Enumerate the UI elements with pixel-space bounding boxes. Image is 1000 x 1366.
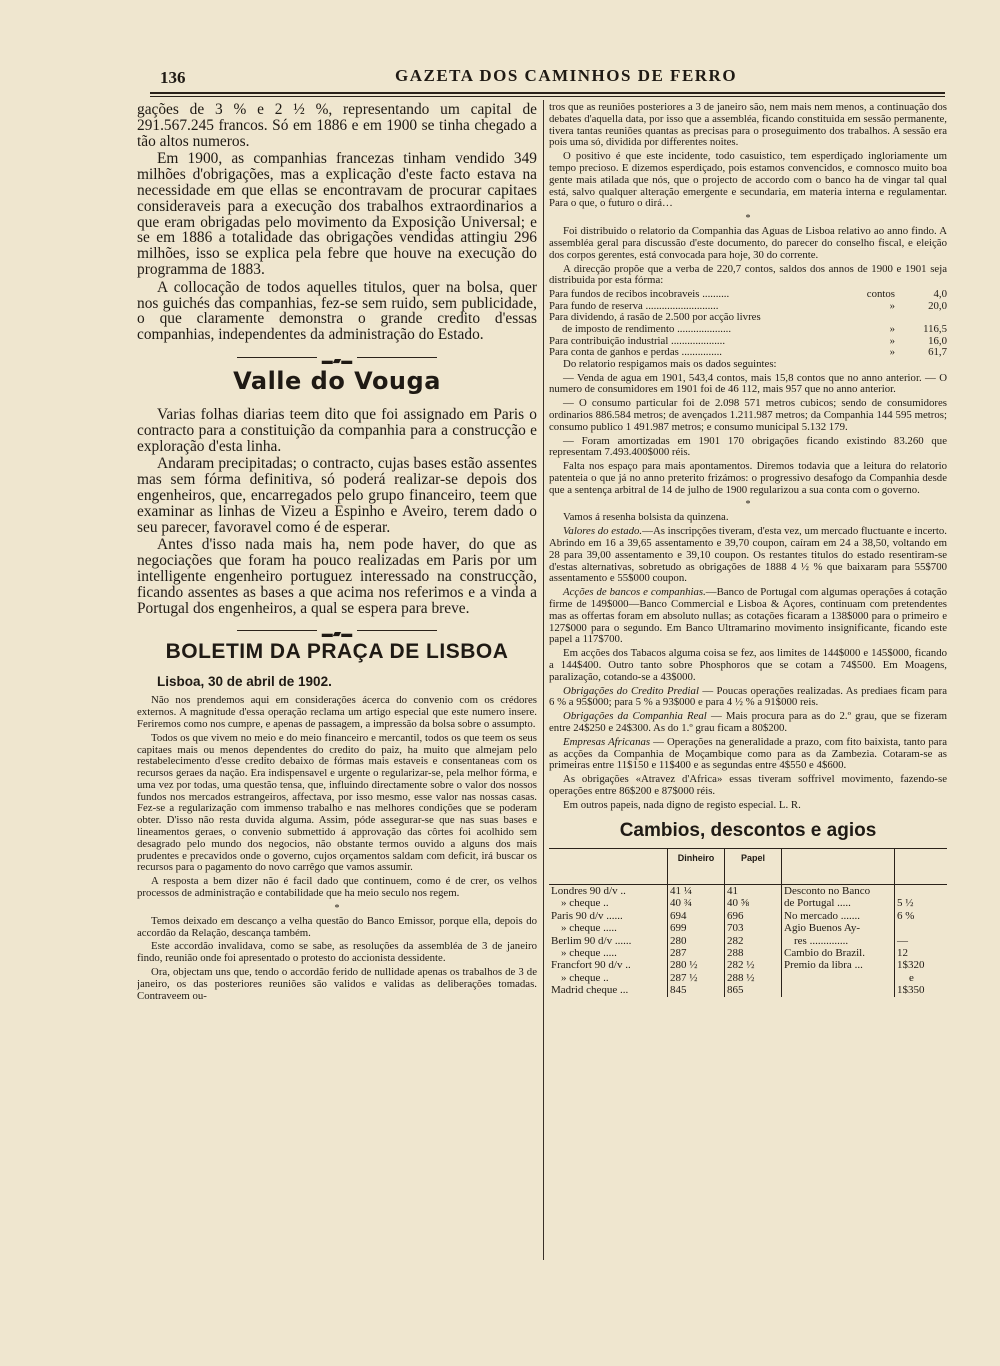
paragraph: — Venda de agua em 1901, 543,4 contos, mais 15,8 contos que no anno anterior. — O numero de consumidores em 1901 foi de 46 112, mais 957 que no anno anterior. (549, 371, 947, 396)
paragraph: Vamos á resenha bolsista da quinzena. (563, 511, 729, 524)
list-item: Para contribuição industrial .................... » 16,0 (549, 334, 947, 347)
paragraph: Antes d'isso nada mais ha, nem pode haver, do que as negociações que foram ha pouco realizadas em Paris por um intelligente engenheiro portuguez interessado na construcção, ficando assentes as bases a que acima nos referimos e a vinda a Portugal dos engenheiros, a qual se espera para breve. (137, 536, 537, 617)
paragraph: — Foram amortizadas em 1901 170 obrigações ficando existindo 83.260 que representam 7.493.400$000 réis. (549, 434, 947, 459)
paragraph: A collocação de todos aquelles titulos, quer na bolsa, quer nos guichés das companhias, fez-se sem ruido, sem publicidade, o que claramente demonstra o grande credito d'essas companhias, independentes da administração do Estado. (137, 278, 537, 344)
paragraph: Ora, objectam uns que, tendo o accordão ferido de nullidade apenas os trabalhos de 3 de janeiro, os das posteriores reuniões são validos e validas as deliberações tomadas. Contraveem ou- (137, 966, 537, 1002)
table-row: Berlim 90 d/v ...... 280 282 res .............. — (551, 934, 908, 947)
list-item: de imposto de rendimento .................... » 116,5 (561, 322, 947, 335)
table-row: » cheque ..... 699 703 Agio Buenos Ay- (549, 922, 947, 934)
vouga-article (137, 407, 537, 616)
page-number: 136 (160, 68, 186, 87)
paragraph: Valores do estado.—As inscripções tiveram, d'esta vez, um mercado fluctuante e incerto. Abrindo em 16 a 39,65 assentamento e 39,70 coupon, caíram em 24 a 38,50, voltando em 28 para 39,00 assentamento e 39,10 coupon. Os restantes titulos do estado resentiram-se d'estas alternativas, sobretudo as obrigações de 1888 4 ½ % que baixaram para 55$700 assentamento e 55$000 coupon. (549, 525, 947, 585)
list-item: Para conta de ganhos e perdas ............... » 61,7 (549, 346, 947, 359)
column-header-papel: Papel (725, 848, 782, 884)
paragraph: Do relatorio respigamos mais os dados seguintes: (563, 357, 777, 370)
locomotive-icon: ▬▰▬ (317, 355, 357, 367)
column-separator (543, 100, 544, 1260)
list-item: Para dividendo, á rasão de 2.500 por acção livres (549, 311, 761, 324)
asterism: * (745, 499, 751, 511)
list-item: Para fundo de reserva ........................... » 20,0 (549, 299, 947, 312)
boletim-article (137, 695, 537, 1002)
running-header: GAZETA DOS CAMINHOS DE FERRO (395, 66, 738, 85)
paragraph: Este accordão invalidava, como se sabe, as resoluções da assembléa de 3 de janeiro findo, reunião onde foi apresentado o protesto do accionista dessidente. (137, 940, 537, 965)
locomotive-icon: ▬▰▬ (317, 628, 357, 640)
paragraph: Varias folhas diarias teem dito que foi assignado em Paris o contracto para a constituição da companhia para a construcção e exploração d'esta linha. (137, 405, 537, 455)
section-title-vouga: Valle do Vouga (233, 366, 441, 395)
paragraph: Em 1900, as companhias francezas tinham vendido 349 milhões d'obrigações, mas a explicação d'este facto estava na necessidade em que ellas se encontravam de procurar capitaes consideraveis para a execução dos trabalhos extraordinarios a que eram obrigadas pelo movimento da Exposição Universal; e se em 1886 a totalidade das obrigações vendidas attingiu 296 milhões, isso se explica pela febre que houve na execução do programma de 1883. (137, 150, 537, 278)
section-ornament (137, 351, 537, 367)
paragraph: Em outros papeis, nada digno de registo especial. L. R. (563, 798, 801, 811)
column-header-dinheiro: Dinheiro (668, 848, 725, 884)
table-row: » cheque .. 287 ½ 288 ½ e (549, 972, 947, 984)
table-header-row (549, 848, 947, 884)
paragraph: Em acções dos Tabacos alguma coisa se fez, aos limites de 144$000 e 145$000, ficando a 144$400. Outro tanto sobre Phosphoros que se cotam a 74$500. Em Moagens, paralização, cotando-se a 43$000. (549, 647, 947, 683)
intro-article (137, 102, 537, 343)
table-row: » cheque ..... 287 288 Cambio do Brazil. 12 (549, 947, 947, 959)
section-ornament (137, 624, 537, 641)
header-rule-thin (150, 96, 945, 97)
paragraph: tros que as reuniões posteriores a 3 de janeiro são, nem mais nem menos, a continuação dos debates d'aquella data, por isso que a assembléa, ficando constituida em sessão permanente, tivera tantas reuniões quantas as precisas para o proseguimento dos trabalhos. A sessão era pois uma só, dividida por differentes noites. (549, 102, 947, 149)
left-column (137, 102, 537, 1262)
dateline: Lisboa, 30 de abril de 1902. (157, 674, 332, 690)
distribution-list (549, 289, 947, 359)
exchange-table (549, 848, 947, 997)
paragraph: Andaram precipitadas; o contracto, cujas bases estão assentes mas sem fórma definitiva, só poderá realizar-se depois dos engenheiros, que, encarregados pelo grupo financeiro, teem que examinar as linhas de Vizeu a Espinho e Aveiro, terem dado o seu parecer, favoravel como é de esperar. (137, 455, 537, 536)
paragraph: Não nos prendemos aqui em considerações ácerca do convenio com os crédores externos. A magnitude d'essa operação reclama um artigo especial que este numero insere. Feriremos como nos cumpre, e apenas de passagem, a impressão da bolsa sobre o assumpto. (137, 694, 537, 730)
paragraph: O positivo é que este incidente, todo casuistico, tem esperdiçado ingloriamente um tempo precioso. E dizemos esperdiçado, pois estamos convencidos, e comnosco muito boa gente mais atilada que nós, que o projecto de accordo com o banco ha de vingar tal qual está, salvo qualquer alteração emergente e secundaria, em materia interna e regulamentar. Para o que, o futuro o dirá… (549, 150, 947, 210)
paragraph: Obrigações do Credito Predial — Poucas operações realizadas. As prediaes ficam para 6 % a 95$000; para 5 % a 93$000 e para 4 ½ % a 91$000 reis. (549, 684, 947, 709)
paragraph: Falta nos espaço para mais apontamentos. Diremos todavia que a leitura do relatorio patenteia o que já no anno preterito frizámos: o progressivo desafogo da Companhia desde que a sentença arbitral de 14 de julho de 1900 regularizou a sua conta com o governo. (549, 460, 947, 496)
exchange-table-title: Cambios, descontos e agios (619, 819, 877, 841)
right-column (549, 102, 947, 1262)
asterism: * (745, 213, 751, 225)
paragraph: — O consumo particular foi de 2.098 571 metros cubicos; sendo de consumidores ordinarios 886.584 metros; de avençados 1.211.987 metros; da Companhia 144 595 metros; consumo publico 1 491.987 metros; e consumo municipal 5.132 179. (549, 397, 947, 433)
table-row: » cheque .. 40 ¾ 40 ⅝ de Portugal ..... 5 ½ (549, 897, 947, 909)
table-row: Madrid cheque ... 845 865 1$350 (551, 984, 925, 997)
paragraph: Empresas Africanas — Operações na generalidade a prazo, com fito baixista, tanto para as acções da Companhia de Moçambique como para as da Zambezia. Cotaram-se as primeiras entre 11$150 e 11$400 e as segundas entre 4$550 e 4$600. (549, 735, 947, 772)
paragraph: A resposta a bem dizer não é facil dado que continuem, como é de crer, os velhos processos de administração e contabilidade que ha meio seculo nos regem. (137, 875, 537, 900)
asterism: * (334, 902, 340, 914)
paragraph: Obrigações da Companhia Real — Mais procura para as do 2.º grau, que se fizeram entre 24$250 e 24$300. As do 1.º grau ficam a 80$200. (549, 710, 947, 735)
table-row: Londres 90 d/v .. 41 ¼ 41 Desconto no Banco (549, 885, 947, 898)
table-row: Paris 90 d/v ...... 694 696 No mercado ....... 6 % (551, 909, 915, 922)
paragraph: Temos deixado em descanço a velha questão do Banco Emissor, porque ella, depois do accordão da Relação, descança também. (137, 914, 537, 939)
section-title-boletim: BOLETIM DA PRAÇA DE LISBOA (165, 640, 509, 664)
paragraph: Todos os que vivem no meio e do meio financeiro e mercantil, todos os que teem os seus capitaes mais ou menos dependentes do credito do paiz, ha muito que almejam pelo restabelecimento d'esse credito debaixo de fórmas mais estaveis e consentaneas com os recursos geraes da nação. Era indispensavel e urgente o regularizar-se, pela melhor fórma, e uma vez por todas, uma questão tensa, que, influindo directamente sobre o valor dos nossos fundos nos mercados estrangeiros, affectava, por isso mesmo, esse valor nas nossas casas. Fez-se a regularização com immenso trabalho e nas melhores condições que se poderam obter. D'isso não resta duvida alguma. Assim, póde assegurar-se que nas suas bases e lineamentos geraes, o convenio submettido á approvação das côrtes foi acolhido sem desagrado pelo mundo dos negocios, não obstante termos ouvido a alguns dos mais prudentes e precavidos onde o governo, cujos orçamentos saldam com deficit, irá buscar os recursos para o pagamento do novo carrêgo que vamos assumir. (137, 731, 537, 874)
paragraph: gações de 3 % e 2 ½ %, representando um capital de 291.567.245 francos. Só em 1886 e em 1900 se tinha chegado a tão altos numeros. (137, 102, 537, 150)
table-row: Francfort 90 d/v .. 280 ½ 282 ½ Premio da libra ... 1$320 (551, 959, 925, 972)
paragraph: Acções de bancos e companhias.—Banco de Portugal com algumas operações á cotação firme de 149$000—Banco Commercial e Lisboa & Açores, continuam com pretendentes mas as offertas foram em absoluto nullas; as cotações ficaram a 138$000 para o primeiro e 127$000 para o segundo. Em Banco Ultramarino movimento insignificante, ficando este papel a 117$700. (549, 586, 947, 646)
paragraph: A direcção propõe que a verba de 220,7 contos, saldos dos annos de 1900 e 1901 seja distribuida por esta fórma: (549, 262, 947, 287)
list-item: Para fundos de recibos incobraveis .......... contos 4,0 (549, 288, 947, 301)
paragraph: Foi distribuido o relatorio da Companhia das Aguas de Lisboa relativo ao anno findo. A assembléa geral para discussão d'este documento, do parecer do conselho fiscal, e eleição dos corpos gerentes, está convocada para hoje, 30 do corrente. (549, 225, 947, 261)
paragraph: As obrigações «Atravez d'Africa» essas tiveram soffrivel movimento, fazendo-se operações entre 86$200 e 87$000 réis. (549, 773, 947, 798)
header-rule (150, 92, 945, 94)
